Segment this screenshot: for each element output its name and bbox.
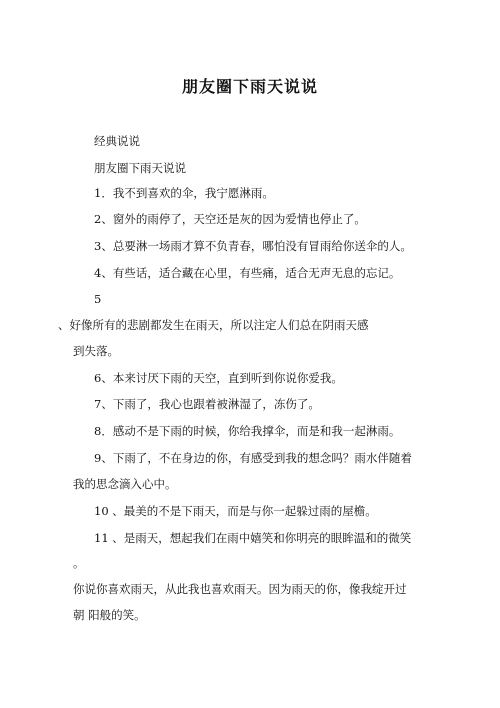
text-line: 10 、最美的不是下雨天，而是与你一起躲过雨的屋檐。 [94,504,377,518]
text-line: 4、有些话，适合藏在心里，有些痛，适合无声无息的忘记。 [94,266,401,280]
text-line: 9、下雨了，不在身边的你，有感受到我的想念吗？雨水伴随着 [94,451,412,465]
text-line: 6、本来讨厌下雨的天空，直到听到你说你爱我。 [94,371,343,385]
section-label: 经典说说 [94,134,140,148]
subtitle: 朋友圈下雨天说说 [94,161,186,175]
text-line: 到失落。 [73,344,119,358]
text-line: 7、下雨了，我心也跟着被淋湿了，冻伤了。 [94,397,320,411]
text-line: 5 [94,292,102,306]
text-line: 、好像所有的悲剧都发生在雨天，所以注定人们总在阴雨天感 [58,318,369,332]
text-line: 你说你喜欢雨天，从此我也喜欢雨天。因为雨天的你，像我绽开过 [73,582,407,596]
text-line: 3、总要淋一场雨才算不负青春，哪怕没有冒雨给你送伞的人。 [94,239,412,253]
text-line: 8．感动不是下雨的时候，你给我撑伞，而是和我一起淋雨。 [94,424,401,438]
text-line: 1．我不到喜欢的伞，我宁愿淋雨。 [94,186,274,200]
text-line: 11 、是雨天，想起我们在雨中嬉笑和你明亮的眼眸温和的微笑 [94,531,412,545]
text-line: 。 [73,556,85,570]
text-line: 我的思念滴入心中。 [73,477,177,491]
page-title: 朋友圈下雨天说说 [181,77,318,96]
text-line: 朝 阳般的笑。 [73,608,146,622]
text-line: 2、窗外的雨停了，天空还是灰的因为爱情也停止了。 [94,212,366,226]
